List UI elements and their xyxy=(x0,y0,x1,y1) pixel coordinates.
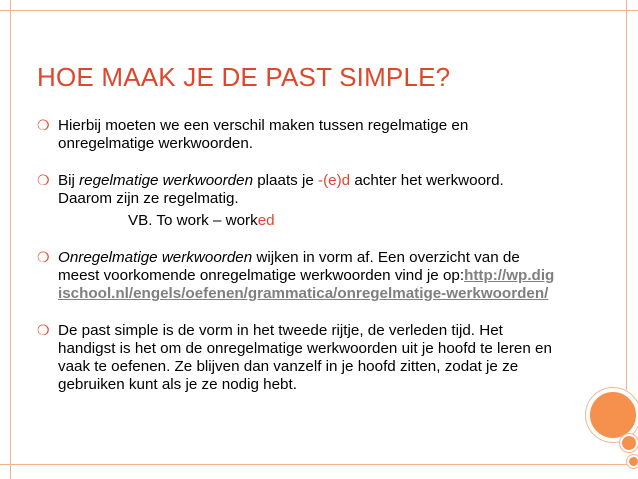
decor-circle-small xyxy=(620,434,638,452)
frame-line-bottom xyxy=(0,464,638,465)
bullet-circle-icon: ❍ xyxy=(37,172,50,188)
frame-line-top xyxy=(0,10,638,11)
example-text: VB. To work – work xyxy=(128,212,258,229)
decor-circle-tiny xyxy=(627,455,638,468)
bullet-item-1 xyxy=(37,117,557,153)
example-line xyxy=(58,212,557,230)
bullet-text: plaats je xyxy=(253,172,319,189)
frame-line-left xyxy=(10,0,11,479)
bullet-item-3 xyxy=(37,249,557,303)
bullet-text: Hierbij moeten we een verschil maken tussen regelmatige en onregelmatige werkwoorden. xyxy=(58,117,469,152)
bullet-text: achter het werkwoord. Daarom zijn ze regelmatig. xyxy=(58,172,504,207)
bullet-item-4 xyxy=(37,322,557,394)
bullet-circle-icon: ❍ xyxy=(37,117,50,133)
slide-content xyxy=(37,117,557,413)
bullet-circle-icon: ❍ xyxy=(37,249,50,265)
example-suffix: ed xyxy=(257,212,275,229)
bullet-circle-icon: ❍ xyxy=(37,322,50,338)
slide-title: HOE MAAK JE DE PAST SIMPLE? xyxy=(37,62,451,92)
bullet-text: wijken in vorm af. Een overzicht van de meest voorkomende onregelmatige werkwoorden vind je op: xyxy=(58,249,520,284)
bullet-italic-text: regelmatige werkwoorden xyxy=(79,172,254,189)
suffix-highlight: -(e)d xyxy=(318,172,351,189)
digischool-link[interactable]: http://wp.digischool.nl/engels/oefenen/grammatica/onregelmatige-werkwoorden/ xyxy=(58,267,555,302)
bullet-item-2 xyxy=(37,172,557,230)
bullet-text: De past simple is de vorm in het tweede rijtje, de verleden tijd. Het handigst is het om de onregelmatige werkwoorden uit je hoofd te leren en vaak te oefenen. Ze blijven dan vanzelf in je hoofd zitten, zodat je ze gebruiken kunt als je ze nodig hebt. xyxy=(58,322,552,393)
bullet-italic-text: Onregelmatige werkwoorden xyxy=(58,249,253,266)
bullet-text: Bij xyxy=(58,172,80,189)
frame-line-right xyxy=(626,0,627,390)
